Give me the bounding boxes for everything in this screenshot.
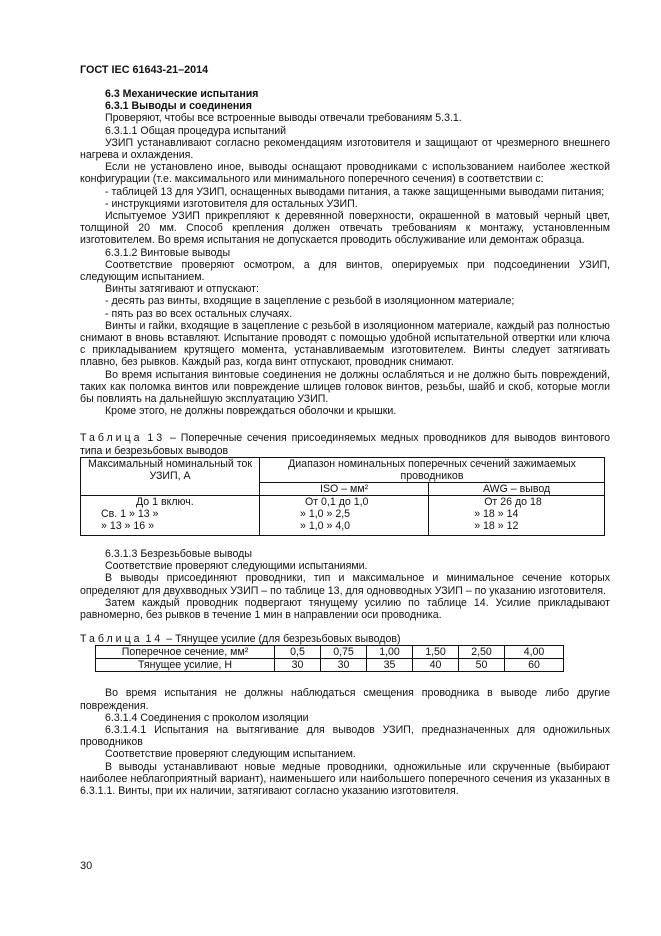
table-cell: 2,50 [459,646,505,659]
table-cell: 0,5 [275,646,321,659]
table-header-current: Максимальный номинальный ток УЗИП, А [81,457,260,495]
section-6-3-1-2-title: 6.3.1.2 Винтовые выводы [105,246,231,259]
table-caption-word: Таблица [80,432,143,445]
table-cell: 1,00 [367,646,413,659]
table-cell: 60 [505,659,564,672]
table-cell-current: До 1 включ. [81,495,260,508]
table-cell: 50 [459,659,505,672]
table-cell-current: Св. 1 » 13 » [81,508,260,520]
table-13-caption [80,432,610,456]
table-header-iso: ISO – мм² [260,482,429,495]
list-item: - таблицей 13 для УЗИП, оснащенных выводами питания, а также защищенными выводами питания; [105,185,605,198]
paragraph: Во время испытания винтовые соединения не должны ослабляться и не должно быть повреждений, таких как поломка винтов или повреждение шлицев головок винтов, резьбы, шайб и скоб, которые могли бы повлиять на дальнейшую эксплуатацию УЗИП. [80,368,610,406]
table-caption-number: 14 [145,633,164,646]
list-item: - инструкциями изготовителя для остальных УЗИП. [105,197,358,210]
page-number: 30 [80,860,93,872]
table-row [96,646,564,659]
paragraph: Кроме этого, не должны повреждаться оболочки и крышки. [105,405,397,418]
table-cell: 30 [275,659,321,672]
table-cell-awg: » 18 » 14 [429,508,605,520]
table-cell-iso: » 1,0 » 2,5 [260,508,429,520]
paragraph: В выводы устанавливают новые медные проводники, одножильные или скрученные (выбирают наиболее неблагоприятный вариант), наименьшего или наибольшего поперечного сечения из указанных в 6.3.1.1. Винты, при их наличии, затягивают согласно указанию изготовителя. [80,760,610,797]
table-row [81,508,605,520]
paragraph: УЗИП устанавливают согласно рекомендациям изготовителя и защищают от чрезмерного внешнего нагрева и охлаждения. [80,136,610,162]
table-14-caption [80,633,610,645]
paragraph: Соответствие проверяют осмотром, а для винтов, оперируемых при подсоединении УЗИП, следующим испытанием. [80,258,610,284]
table-cell: 30 [321,659,367,672]
table-cell: 4,00 [505,646,564,659]
document-body [80,88,610,797]
paragraph: Соответствие проверяют следующими испытаниями. [105,560,368,573]
paragraph: Винты затягивают и отпускают: [105,283,259,296]
document-header: ГОСТ IEC 61643-21–2014 [80,64,209,76]
table-cell: 40 [413,659,459,672]
paragraph: Винты и гайки, входящие в зацепление с резьбой в изоляционном материале, каждый раз полностью снимают в вновь вставляют. Испытание проводят с помощью удобной испытательной отвертки или ключа с прикладыванием крутящего момента, устанавливаемым изготовителем. Винты следует затягивать плавно, без рывков. Каждый раз, когда винт отпускают, проводник снимают. [80,319,610,369]
section-6-3-1-4-title: 6.3.1.4 Соединения с проколом изоляции [105,711,309,724]
table-cell: 1,50 [413,646,459,659]
paragraph: Соответствие проверяют следующим испытанием. [105,748,356,761]
section-6-3-title: 6.3 Механические испытания [105,88,259,100]
table-14 [95,645,564,672]
table-header-awg: AWG – вывод [429,482,605,495]
paragraph: Если не установлено иное, выводы оснащают проводниками с использованием наиболее жесткой конфигурации (т.е. максимального или минимального поперечного сечения) в соответствии с: [80,161,610,186]
table-row [96,659,564,672]
section-6-3-1-title: 6.3.1 Выводы и соединения [105,100,252,113]
paragraph: 6.3.1.4.1 Испытания на вытягивание для выводов УЗИП, предназначенных для одножильных проводников [80,723,610,749]
table-cell-awg: От 26 до 18 [429,495,605,508]
section-6-3-1-1-title: 6.3.1.1 Общая процедура испытаний [105,124,287,137]
table-row-label: Поперечное сечение, мм² [96,646,275,659]
table-caption-word: Таблица [80,633,143,646]
table-13 [80,457,605,536]
table-row [81,495,605,508]
table-caption-number: 13 [147,432,166,445]
paragraph: В выводы присоединяют проводники, тип и максимальное и минимальное сечение которых определяют для двухвводных УЗИП – по таблице 13, для одновводных УЗИП – по указанию изготовителя. [80,572,610,597]
table-cell: 35 [367,659,413,672]
list-item: - десять раз винты, входящие в зацепление с резьбой в изоляционном материале; [105,295,515,308]
section-6-3-1-3-title: 6.3.1.3 Безрезьбовые выводы [105,547,252,560]
table-caption-text: – Поперечные сечения присоединяемых медных проводников для выводов винтового типа и безрезьбовых выводов [80,432,610,457]
table-cell: 0,75 [321,646,367,659]
table-header-range: Диапазон номинальных поперечных сечений зажимаемых проводников [260,457,605,482]
table-row [81,520,605,536]
paragraph: Во время испытания не должны наблюдаться смещения проводника в выводе либо другие повреждения. [80,687,610,712]
paragraph: Проверяют, чтобы все встроенные выводы отвечали требованиям 5.3.1. [105,112,462,125]
paragraph: Затем каждый проводник подвергают тянущему усилию по таблице 14. Усилие прикладывают равномерно, без рывков в течение 1 мин в направлении оси проводника. [80,596,610,621]
table-cell-current: » 13 » 16 » [81,520,260,536]
table-row-label: Тянущее усилие, Н [96,659,275,672]
table-caption-text: – Тянущее усилие (для безрезьбовых выводов) [166,633,401,646]
paragraph: Испытуемое УЗИП прикрепляют к деревянной поверхности, окрашенной в матовый черный цвет, толщиной 20 мм. Способ крепления должен отвечать требованиям к монтажу, установленным изготовителем. Во время испытания не допускается проводить обслуживание или демонтаж образца. [80,210,610,247]
table-cell-iso: От 0,1 до 1,0 [260,495,429,508]
list-item: - пять раз во всех остальных случаях. [105,307,293,320]
table-cell-awg: » 18 » 12 [429,520,605,536]
table-cell-iso: » 1,0 » 4,0 [260,520,429,536]
